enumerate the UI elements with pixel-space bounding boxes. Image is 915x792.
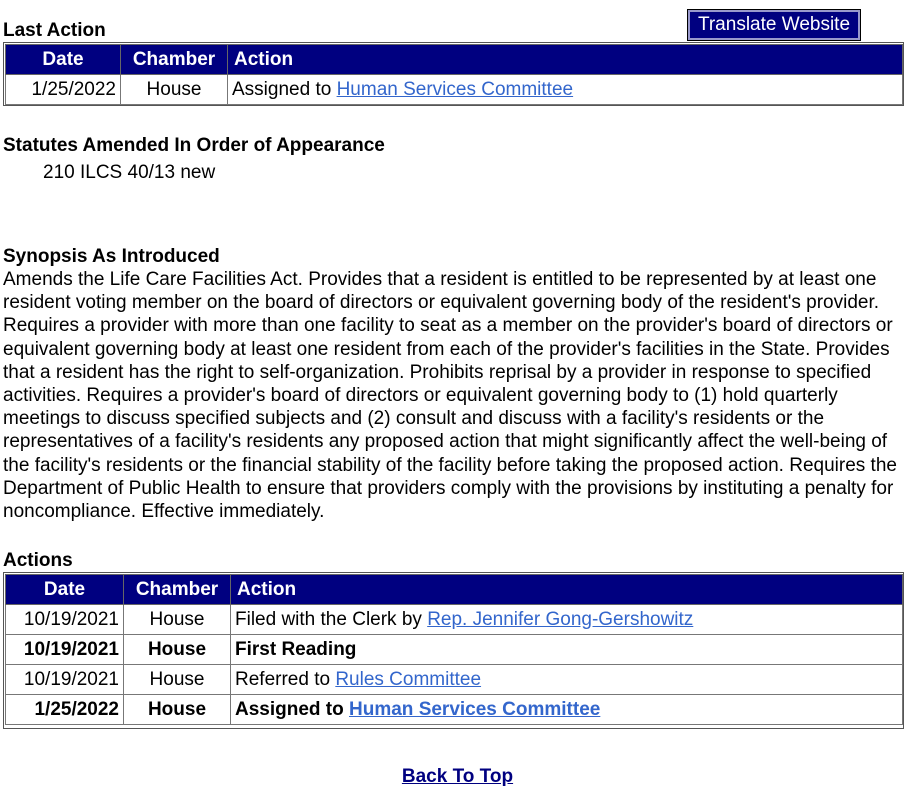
action-row bbox=[6, 665, 903, 695]
column-header-chamber: Chamber bbox=[121, 45, 228, 75]
last-action-heading: Last Action bbox=[3, 20, 106, 41]
statutes-heading: Statutes Amended In Order of Appearance bbox=[3, 135, 385, 156]
actions-table bbox=[5, 574, 903, 725]
last-action-row bbox=[6, 75, 903, 105]
statute-item: 210 ILCS 40/13 new bbox=[43, 162, 216, 183]
action-chamber: House bbox=[124, 665, 231, 695]
action-description bbox=[231, 635, 903, 665]
actions-header-row bbox=[6, 575, 903, 605]
action-text: Assigned to bbox=[235, 698, 350, 720]
back-to-top-link[interactable]: Back To Top bbox=[401, 766, 514, 787]
action-text: Referred to bbox=[235, 668, 336, 690]
action-date: 1/25/2022 bbox=[6, 695, 124, 725]
action-description bbox=[231, 605, 903, 635]
column-header-action: Action bbox=[228, 45, 903, 75]
last-action-table bbox=[5, 44, 903, 105]
translate-website-button[interactable]: Translate Website bbox=[688, 10, 860, 40]
last-action-date: 1/25/2022 bbox=[6, 75, 121, 105]
action-chamber: House bbox=[124, 635, 231, 665]
last-action-action-text: Assigned to bbox=[232, 78, 337, 100]
rules-committee-link[interactable]: Rules Committee bbox=[335, 668, 482, 690]
column-header-action: Action bbox=[231, 575, 903, 605]
action-chamber: House bbox=[124, 605, 231, 635]
action-row bbox=[6, 605, 903, 635]
action-date: 10/19/2021 bbox=[6, 665, 124, 695]
back-to-top bbox=[0, 766, 915, 788]
action-date: 10/19/2021 bbox=[6, 605, 124, 635]
synopsis-text: Amends the Life Care Facilities Act. Provides that a resident is entitled to be represented by at least one resident voting member on the board of directors or equivalent governing body of the resident's provider. Requires a provider with more than one facility to seat as a member on the provider's board of directors or equivalent governing body at least one resident from each of the provider's facilities in the State. Provides that a resident has the right to self-organization. Prohibits reprisal by a provider in response to specified activities. Requires a provider's board of directors or equivalent governing body to (1) hold quarterly meetings to discuss specified subjects and (2) consult and discuss with a facility's residents or the representatives of a facility's residents any proposed action that might significantly affect the well-being of the facility's residents or the financial stability of the facility before taking the proposed action. Requires the Department of Public Health to ensure that providers comply with the provisions by instituting a penalty for noncompliance. Effective immediately. bbox=[3, 269, 897, 523]
human-services-committee-link[interactable]: Human Services Committee bbox=[336, 78, 574, 100]
action-text: Filed with the Clerk by bbox=[235, 608, 428, 630]
synopsis-heading: Synopsis As Introduced bbox=[3, 246, 220, 267]
action-description bbox=[231, 695, 903, 725]
column-header-chamber: Chamber bbox=[124, 575, 231, 605]
action-row bbox=[6, 695, 903, 725]
human-services-committee-link[interactable]: Human Services Committee bbox=[349, 698, 601, 720]
sponsor-link[interactable]: Rep. Jennifer Gong-Gershowitz bbox=[427, 608, 694, 630]
actions-heading: Actions bbox=[3, 550, 73, 571]
column-header-date: Date bbox=[6, 575, 124, 605]
action-row bbox=[6, 635, 903, 665]
column-header-date: Date bbox=[6, 45, 121, 75]
last-action-chamber: House bbox=[121, 75, 228, 105]
action-text: First Reading bbox=[235, 638, 357, 660]
last-action-header-row bbox=[6, 45, 903, 75]
action-chamber: House bbox=[124, 695, 231, 725]
action-description bbox=[231, 665, 903, 695]
last-action-action bbox=[228, 75, 903, 105]
action-date: 10/19/2021 bbox=[6, 635, 124, 665]
